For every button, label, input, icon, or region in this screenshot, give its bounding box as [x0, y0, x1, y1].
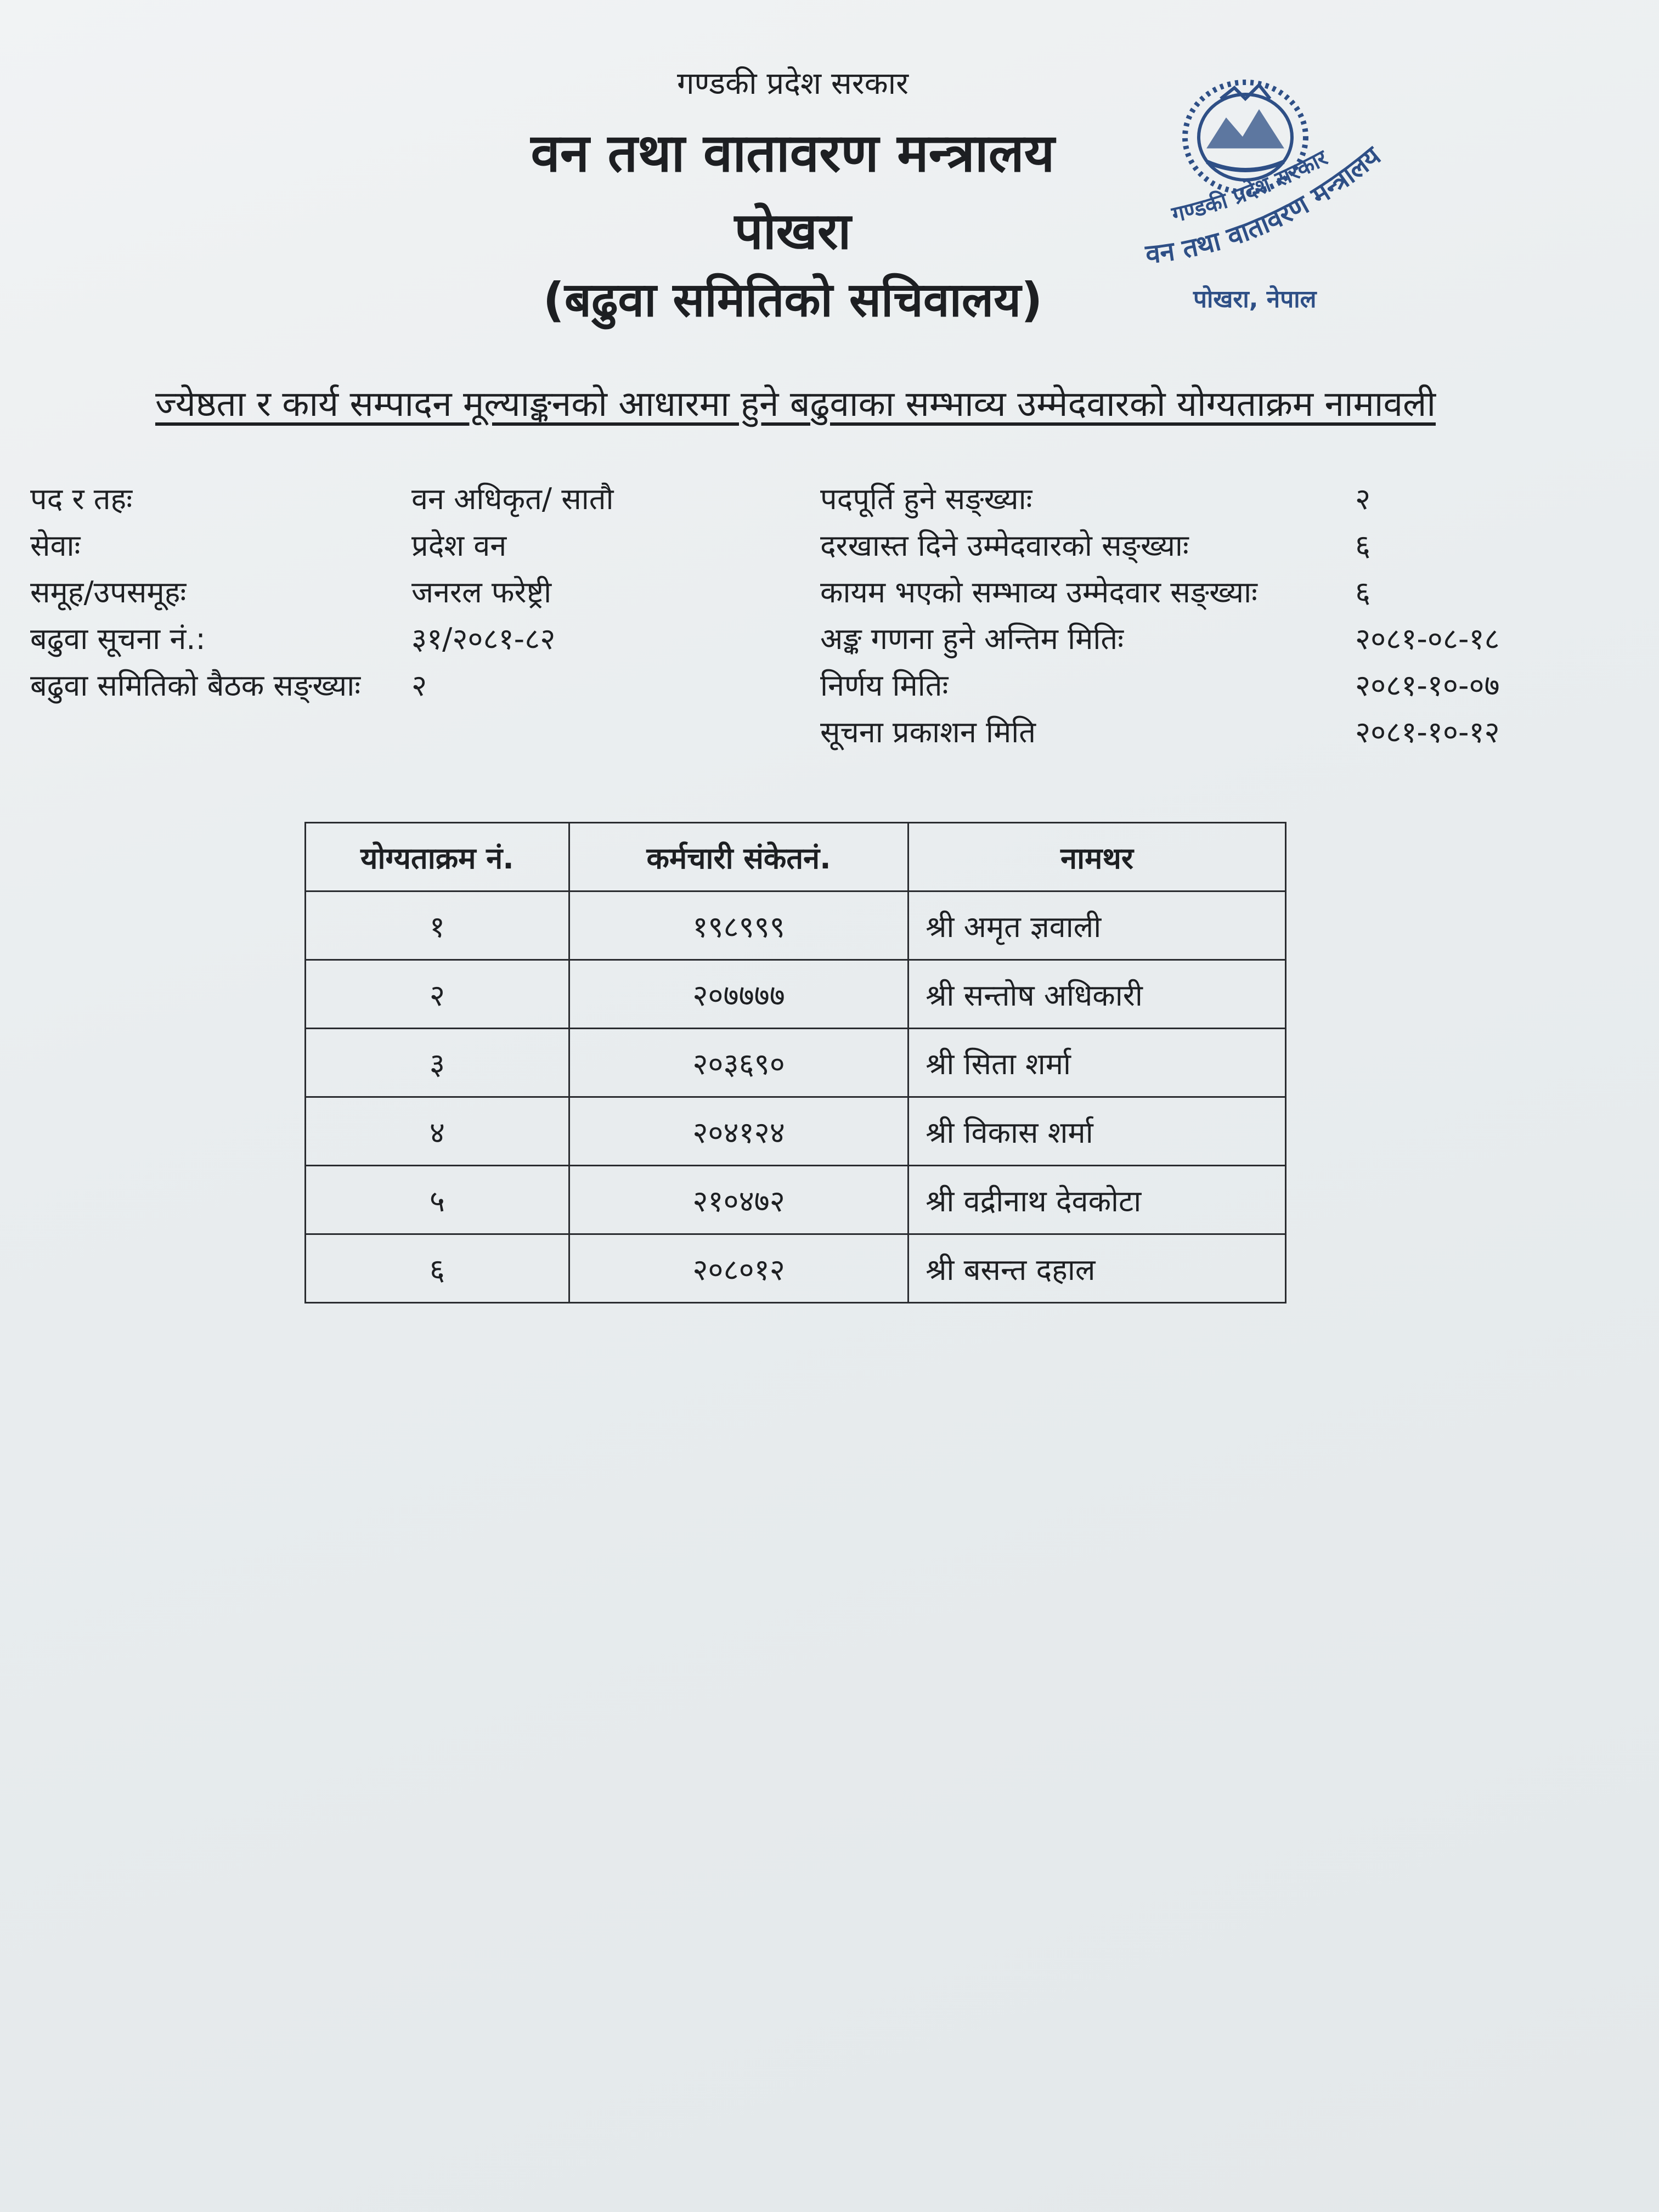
field-value-eligible-candidates: ६ — [1355, 575, 1371, 610]
cell-merit-no: १ — [306, 891, 569, 960]
field-value-group: जनरल फरेष्ट्री — [411, 575, 552, 610]
table-row — [306, 891, 1286, 960]
seal-line-1: गण्डकी प्रदेश सरकार — [1169, 145, 1332, 228]
cell-employee-code: २१०४७२ — [569, 1166, 908, 1234]
field-label-vacancies: पदपूर्ति हुने सङ्ख्याः — [820, 482, 1032, 516]
cell-full-name: श्री विकास शर्मा — [909, 1097, 1286, 1166]
ministry-name: वन तथा वातावरण मन्त्रालय — [531, 122, 1055, 184]
field-label-decision-date: निर्णय मितिः — [820, 668, 949, 703]
field-label-eligible-candidates: कायम भएको सम्भाव्य उम्मेदवार सङ्ख्याः — [820, 575, 1257, 610]
header-merit-no: योग्यताक्रम नं. — [306, 823, 569, 891]
field-value-post-level: वन अधिकृत/ सातौ — [411, 482, 614, 516]
merit-list-table — [304, 822, 1286, 1304]
cell-full-name: श्री सिता शर्मा — [909, 1029, 1286, 1097]
cell-employee-code: १९८९९९ — [569, 891, 908, 960]
cell-merit-no: ४ — [306, 1097, 569, 1166]
city-name: पोखरा — [734, 202, 851, 261]
table-row — [306, 1097, 1286, 1166]
cell-employee-code: २०३६९० — [569, 1029, 908, 1097]
cell-merit-no: ६ — [306, 1234, 569, 1303]
field-value-applicants: ६ — [1355, 528, 1371, 563]
ministry-seal-logo — [1125, 66, 1399, 329]
table-row — [306, 1029, 1286, 1097]
field-value-publication-date: २०८१-१०-१२ — [1355, 715, 1500, 749]
notice-subject: ज्येष्ठता र कार्य सम्पादन मूल्याङ्कनको आधारमा हुने बढुवाका सम्भाव्य उम्मेदवारको योग्यताक्रम नामावली — [155, 384, 1436, 425]
field-label-notice-no: बढुवा सूचना नं.: — [30, 622, 206, 656]
cell-merit-no: ३ — [306, 1029, 569, 1097]
field-label-applicants: दरखास्त दिने उम्मेदवारको सङ्ख्याः — [820, 528, 1189, 563]
table-header-row — [306, 823, 1286, 891]
cell-full-name: श्री वद्रीनाथ देवकोटा — [909, 1166, 1286, 1234]
field-label-last-count-date: अङ्क गणना हुने अन्तिम मितिः — [820, 622, 1124, 656]
cell-merit-no: ५ — [306, 1166, 569, 1234]
seal-line-2: वन तथा वातावरण मन्त्रालय — [1144, 140, 1387, 270]
cell-merit-no: २ — [306, 960, 569, 1029]
cell-full-name: श्री अमृत ज्ञवाली — [909, 891, 1286, 960]
seal-line-3: पोखरा, नेपाल — [1193, 285, 1317, 313]
cell-full-name: श्री सन्तोष अधिकारी — [909, 960, 1286, 1029]
table-row — [306, 1234, 1286, 1303]
cell-employee-code: २०८०१२ — [569, 1234, 908, 1303]
field-label-group: समूह/उपसमूहः — [30, 575, 187, 610]
field-value-notice-no: ३१/२०८१-८२ — [411, 622, 556, 656]
government-name: गण्डकी प्रदेश सरकार — [676, 66, 909, 101]
field-value-meeting-count: २ — [411, 668, 427, 703]
field-label-service: सेवाः — [30, 528, 81, 563]
table-row — [306, 1166, 1286, 1234]
cell-employee-code: २०७७७७ — [569, 960, 908, 1029]
secretariat-name: (बढुवा समितिको सचिवालय) — [543, 273, 1043, 328]
field-value-last-count-date: २०८१-०८-१८ — [1355, 622, 1500, 656]
cell-employee-code: २०४१२४ — [569, 1097, 908, 1166]
field-value-service: प्रदेश वन — [411, 528, 507, 563]
field-value-decision-date: २०८१-१०-०७ — [1355, 668, 1500, 703]
field-label-post-level: पद र तहः — [30, 482, 133, 516]
field-value-vacancies: २ — [1355, 482, 1371, 516]
field-label-publication-date: सूचना प्रकाशन मिति — [820, 715, 1036, 749]
header-employee-code: कर्मचारी संकेतनं. — [569, 823, 908, 891]
field-label-meeting-count: बढुवा समितिको बैठक सङ्ख्याः — [30, 668, 361, 703]
cell-full-name: श्री बसन्त दहाल — [909, 1234, 1286, 1303]
header-full-name: नामथर — [909, 823, 1286, 891]
table-row — [306, 960, 1286, 1029]
